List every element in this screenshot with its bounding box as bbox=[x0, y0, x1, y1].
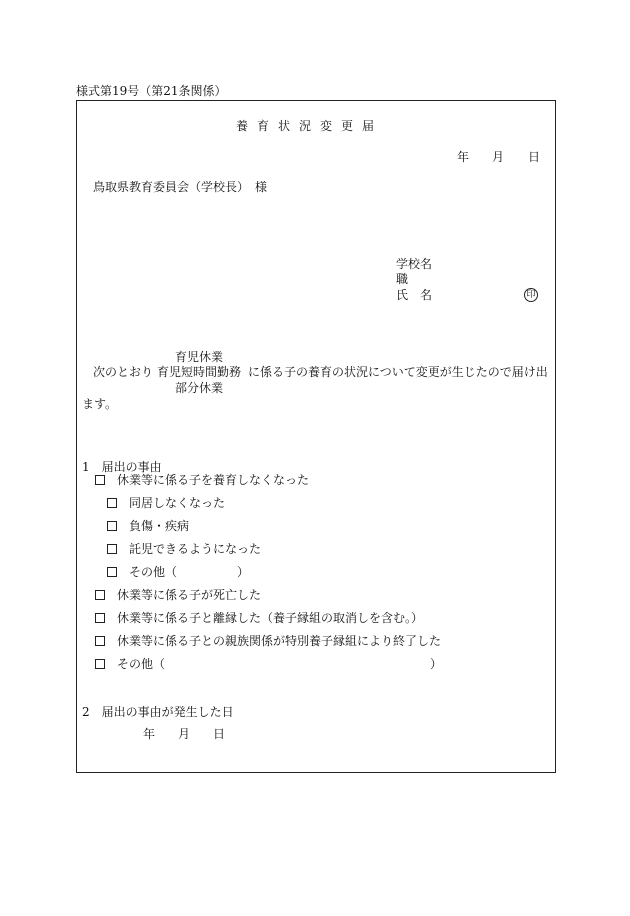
reason-item-label: 負傷・疾病 bbox=[129, 519, 190, 533]
checkbox[interactable] bbox=[107, 498, 117, 508]
statement-tail: に係る子の養育の状況について変更が生じたので届け出 bbox=[248, 365, 548, 379]
checkbox[interactable] bbox=[95, 475, 105, 485]
reason-item[interactable] bbox=[95, 634, 441, 648]
leave-option-short-hours: 育児短時間勤務 bbox=[157, 365, 242, 379]
reason-item-label: その他（ ） bbox=[129, 565, 250, 579]
leave-option-partial: 部分休業 bbox=[175, 381, 224, 395]
occurrence-month-label: 月 bbox=[178, 727, 191, 741]
school-name-label: 学校名 bbox=[396, 257, 433, 271]
checkbox[interactable] bbox=[107, 521, 117, 531]
date-day-label: 日 bbox=[528, 150, 541, 164]
statement-lead: 次のとおり bbox=[93, 365, 154, 379]
reason-item-label: 休業等に係る子を養育しなくなった bbox=[117, 473, 310, 487]
reason-item[interactable] bbox=[107, 542, 261, 556]
checkbox[interactable] bbox=[95, 659, 105, 669]
section2-heading: 2 届出の事由が発生した日 bbox=[82, 705, 234, 719]
name-label: 氏 名 bbox=[396, 288, 433, 302]
occurrence-day-label: 日 bbox=[213, 727, 226, 741]
occurrence-year-label: 年 bbox=[143, 727, 156, 741]
date-year-label: 年 bbox=[457, 150, 470, 164]
checkbox[interactable] bbox=[107, 567, 117, 577]
reason-item-other[interactable] bbox=[95, 657, 165, 671]
checkbox[interactable] bbox=[95, 590, 105, 600]
reason-item[interactable] bbox=[107, 496, 225, 510]
position-label: 職 bbox=[396, 272, 409, 286]
reason-item[interactable] bbox=[95, 611, 423, 625]
reason-item-label: 休業等に係る子と離縁した（養子縁組の取消しを含む。） bbox=[117, 611, 424, 625]
reason-item[interactable] bbox=[107, 519, 189, 533]
reason-item[interactable] bbox=[95, 588, 261, 602]
leave-option-childcare: 育児休業 bbox=[175, 350, 224, 364]
seal-mark: 印 bbox=[524, 288, 538, 302]
checkbox[interactable] bbox=[107, 544, 117, 554]
reason-item-label: その他（ bbox=[117, 657, 166, 671]
reason-item-label: 休業等に係る子との親族関係が特別養子縁組により終了した bbox=[117, 634, 442, 648]
section1-heading: 1 届出の事由 bbox=[82, 460, 162, 474]
reason-item-label: 同居しなくなった bbox=[129, 496, 226, 510]
reason-other-closing-paren: ） bbox=[430, 657, 443, 671]
form-title: 養育状況変更届 bbox=[236, 119, 384, 133]
reason-item[interactable] bbox=[107, 565, 249, 579]
reason-item-label: 託児できるようになった bbox=[129, 542, 262, 556]
reason-item-label: 休業等に係る子が死亡した bbox=[117, 588, 262, 602]
checkbox[interactable] bbox=[95, 613, 105, 623]
addressee: 鳥取県教育委員会（学校長） 様 bbox=[93, 180, 268, 194]
statement-continuation: ます。 bbox=[82, 397, 118, 411]
date-month-label: 月 bbox=[492, 150, 505, 164]
form-number: 様式第19号（第21条関係） bbox=[76, 84, 227, 98]
reason-item[interactable] bbox=[95, 473, 309, 487]
form-frame bbox=[76, 100, 556, 773]
checkbox[interactable] bbox=[95, 636, 105, 646]
